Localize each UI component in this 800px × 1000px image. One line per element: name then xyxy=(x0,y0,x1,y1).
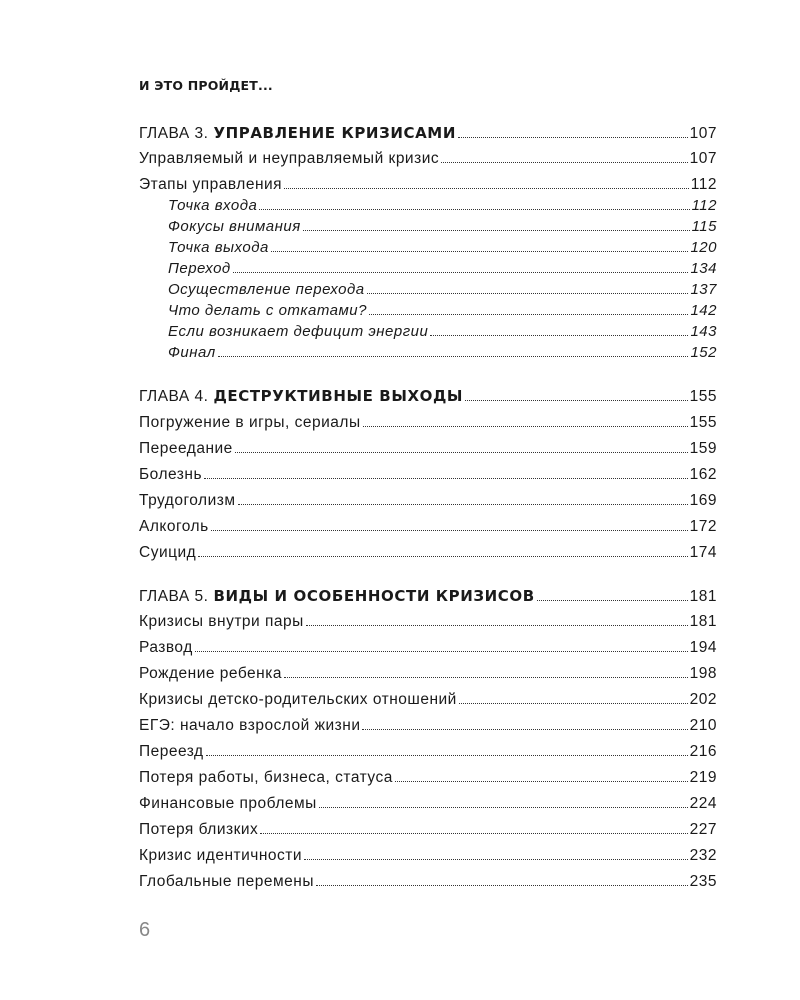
dot-leader xyxy=(395,781,688,782)
dot-leader xyxy=(198,556,687,557)
dot-leader xyxy=(303,230,690,231)
entry-title: Финансовые проблемы xyxy=(139,795,317,812)
toc-entry[interactable] xyxy=(139,612,717,632)
entry-title: Трудоголизм xyxy=(139,492,236,509)
dot-leader xyxy=(459,703,688,704)
toc-subentry[interactable] xyxy=(168,343,717,362)
entry-title: Кризис идентичности xyxy=(139,847,303,864)
dot-leader xyxy=(316,885,688,886)
page-ref: 120 xyxy=(690,239,717,256)
page-ref: 107 xyxy=(689,150,717,167)
page-ref: 227 xyxy=(689,821,717,838)
page-ref: 112 xyxy=(691,197,717,214)
dot-leader xyxy=(284,188,689,189)
entry-title: Переход xyxy=(168,260,231,277)
toc-entry[interactable] xyxy=(139,664,717,684)
entry-title: Этапы управления xyxy=(139,176,283,193)
entry-title: Кризисы детско-родительских отношений xyxy=(139,691,457,708)
entry-title: Что делать с откатами? xyxy=(168,302,367,319)
dot-leader xyxy=(206,755,688,756)
page-ref: 235 xyxy=(689,873,717,890)
entry-title: Потеря работы, бизнеса, статуса xyxy=(139,769,393,786)
dot-leader xyxy=(458,137,688,138)
dot-leader xyxy=(235,452,688,453)
page-ref: 181 xyxy=(689,613,717,630)
dot-leader xyxy=(218,356,689,357)
toc-entry[interactable] xyxy=(139,690,717,710)
chapter-label: ГЛАВА 3. xyxy=(139,125,209,142)
dot-leader xyxy=(204,478,688,479)
toc-chapter-heading[interactable] xyxy=(139,386,717,407)
entry-title: Финал xyxy=(168,344,216,361)
page-ref: 174 xyxy=(689,544,717,561)
dot-leader xyxy=(369,314,688,315)
chapter-title: ВИДЫ И ОСОБЕННОСТИ КРИЗИСОВ xyxy=(213,587,535,605)
toc-subentry[interactable] xyxy=(168,280,717,299)
chapter-label: ГЛАВА 5. xyxy=(139,588,209,605)
dot-leader xyxy=(362,729,687,730)
dot-leader xyxy=(304,859,688,860)
page-ref: 155 xyxy=(689,388,717,405)
page-ref: 107 xyxy=(689,125,717,142)
entry-title: Управляемый и неуправляемый кризис xyxy=(139,150,440,167)
dot-leader xyxy=(363,426,688,427)
page-ref: 224 xyxy=(689,795,717,812)
dot-leader xyxy=(319,807,688,808)
dot-leader xyxy=(238,504,688,505)
entry-title: Кризисы внутри пары xyxy=(139,613,304,630)
page-ref: 142 xyxy=(690,302,717,319)
entry-title: Осуществление перехода xyxy=(168,281,365,298)
toc-chapter-heading[interactable] xyxy=(139,586,717,607)
page-ref: 169 xyxy=(689,492,717,509)
page-ref: 202 xyxy=(689,691,717,708)
page-ref: 194 xyxy=(689,639,717,656)
page-ref: 137 xyxy=(690,281,717,298)
toc-entry[interactable] xyxy=(139,742,717,762)
dot-leader xyxy=(306,625,688,626)
page-ref: 115 xyxy=(691,218,717,235)
chapter-label: ГЛАВА 4. xyxy=(139,388,209,405)
page-ref: 210 xyxy=(689,717,717,734)
toc-entry[interactable] xyxy=(139,638,717,658)
toc-entry[interactable] xyxy=(139,439,717,459)
toc-entry[interactable] xyxy=(139,794,717,814)
entry-title: Точка входа xyxy=(168,197,258,214)
toc-subentry[interactable] xyxy=(168,196,717,215)
page-ref: 219 xyxy=(689,769,717,786)
page-ref: 198 xyxy=(689,665,717,682)
entry-title: Глобальные перемены xyxy=(139,873,314,890)
toc-subentry[interactable] xyxy=(168,301,717,320)
page-ref: 155 xyxy=(689,414,717,431)
toc-entry[interactable] xyxy=(139,517,717,537)
page-ref: 181 xyxy=(689,588,717,605)
entry-title: Переезд xyxy=(139,743,204,760)
toc-subentry[interactable] xyxy=(168,217,717,236)
page-ref: 112 xyxy=(690,176,717,193)
toc-entry[interactable] xyxy=(139,413,717,433)
toc-entry[interactable] xyxy=(139,846,717,866)
page-number: 6 xyxy=(139,919,151,941)
page-ref: 143 xyxy=(690,323,717,340)
entry-title: Суицид xyxy=(139,544,197,561)
chapter-title: ДЕСТРУКТИВНЫЕ ВЫХОДЫ xyxy=(213,387,464,405)
page-ref: 232 xyxy=(689,847,717,864)
page-ref: 172 xyxy=(689,518,717,535)
entry-title: Рождение ребенка xyxy=(139,665,282,682)
entry-title: Фокусы внимания xyxy=(168,218,301,235)
toc-entry[interactable] xyxy=(139,768,717,788)
toc-chapter-heading[interactable] xyxy=(139,123,717,144)
toc-entry[interactable] xyxy=(139,491,717,511)
entry-title: Развод xyxy=(139,639,193,656)
dot-leader xyxy=(260,833,687,834)
toc-entry[interactable] xyxy=(139,465,717,485)
entry-title: Погружение в игры, сериалы xyxy=(139,414,361,431)
entry-title: Переедание xyxy=(139,440,233,457)
toc-subentry[interactable] xyxy=(168,322,717,341)
dot-leader xyxy=(367,293,689,294)
dot-leader xyxy=(271,251,689,252)
dot-leader xyxy=(430,335,688,336)
dot-leader xyxy=(259,209,689,210)
page-ref: 134 xyxy=(690,260,717,277)
chapter-title: УПРАВЛЕНИЕ КРИЗИСАМИ xyxy=(213,124,456,142)
toc-entry[interactable] xyxy=(139,543,717,563)
page-ref: 159 xyxy=(689,440,717,457)
dot-leader xyxy=(233,272,689,273)
toc-entry[interactable] xyxy=(139,716,717,736)
dot-leader xyxy=(465,400,688,401)
toc-entry[interactable] xyxy=(139,872,717,892)
dot-leader xyxy=(441,162,688,163)
page-ref: 152 xyxy=(690,344,717,361)
page-ref: 216 xyxy=(689,743,717,760)
entry-title: Если возникает дефицит энергии xyxy=(168,323,429,340)
running-title: И ЭТО ПРОЙДЕТ... xyxy=(139,78,273,93)
toc-entry[interactable] xyxy=(139,149,717,169)
toc-subentry[interactable] xyxy=(168,238,717,257)
entry-title: Болезнь xyxy=(139,466,203,483)
entry-title: ЕГЭ: начало взрослой жизни xyxy=(139,717,361,734)
dot-leader xyxy=(211,530,688,531)
toc-entry[interactable] xyxy=(139,175,717,195)
entry-title: Алкоголь xyxy=(139,518,209,535)
dot-leader xyxy=(195,651,688,652)
toc-entry[interactable] xyxy=(139,820,717,840)
dot-leader xyxy=(284,677,688,678)
entry-title: Потеря близких xyxy=(139,821,259,838)
entry-title: Точка выхода xyxy=(168,239,269,256)
dot-leader xyxy=(537,600,688,601)
toc-subentry[interactable] xyxy=(168,259,717,278)
page-ref: 162 xyxy=(689,466,717,483)
